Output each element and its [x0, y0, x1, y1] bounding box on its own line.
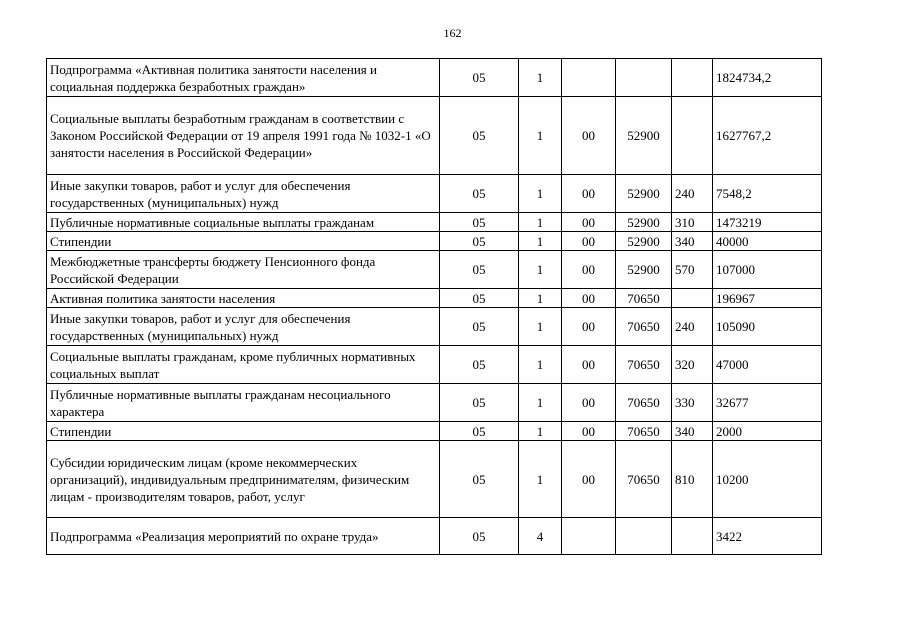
table-row [47, 308, 822, 346]
target-article-cell: 70650 [616, 441, 672, 518]
row-name-cell: Публичные нормативные социальные выплаты гражданам [47, 213, 440, 232]
expense-type-cell: 310 [672, 213, 713, 232]
target-article-cell: 70650 [616, 346, 672, 384]
subsection-code-cell: 1 [519, 232, 562, 251]
target-article-cell: 70650 [616, 289, 672, 308]
subsection-code-cell: 1 [519, 346, 562, 384]
table-row [47, 518, 822, 555]
row-name-cell: Социальные выплаты безработным гражданам в соответствии с Законом Российской Федерации от 19 апреля 1991 года № 1032-1 «О занятости населения в Российской Федерации» [47, 97, 440, 175]
target-article-cell [616, 518, 672, 555]
target-article-cell: 70650 [616, 422, 672, 441]
expense-type-cell: 240 [672, 175, 713, 213]
subsection-code-cell: 1 [519, 59, 562, 97]
row-name-cell: Активная политика занятости населения [47, 289, 440, 308]
row-name-cell: Межбюджетные трансферты бюджету Пенсионного фонда Российской Федерации [47, 251, 440, 289]
subsection-code-cell: 1 [519, 422, 562, 441]
amount-cell: 3422 [713, 518, 822, 555]
target-code-cell: 00 [562, 97, 616, 175]
section-code-cell: 05 [440, 441, 519, 518]
row-name-cell: Публичные нормативные выплаты гражданам несоциального характера [47, 384, 440, 422]
subsection-code-cell: 1 [519, 251, 562, 289]
expense-type-cell: 570 [672, 251, 713, 289]
subsection-code-cell: 1 [519, 175, 562, 213]
target-article-cell: 70650 [616, 308, 672, 346]
section-code-cell: 05 [440, 384, 519, 422]
amount-cell: 47000 [713, 346, 822, 384]
target-article-cell: 52900 [616, 232, 672, 251]
table-row [47, 97, 822, 175]
expense-type-cell: 320 [672, 346, 713, 384]
target-code-cell: 00 [562, 422, 616, 441]
subsection-code-cell: 1 [519, 97, 562, 175]
table-row [47, 441, 822, 518]
table-row [47, 213, 822, 232]
target-code-cell [562, 59, 616, 97]
row-name-cell: Иные закупки товаров, работ и услуг для обеспечения государственных (муниципальных) нужд [47, 175, 440, 213]
amount-cell: 1473219 [713, 213, 822, 232]
table-row [47, 422, 822, 441]
row-name-cell: Стипендии [47, 232, 440, 251]
section-code-cell: 05 [440, 422, 519, 441]
target-code-cell [562, 518, 616, 555]
amount-cell: 7548,2 [713, 175, 822, 213]
section-code-cell: 05 [440, 289, 519, 308]
target-article-cell: 52900 [616, 213, 672, 232]
target-code-cell: 00 [562, 308, 616, 346]
row-name-cell: Подпрограмма «Реализация мероприятий по охране труда» [47, 518, 440, 555]
expense-type-cell [672, 518, 713, 555]
expense-type-cell [672, 97, 713, 175]
subsection-code-cell: 1 [519, 441, 562, 518]
amount-cell: 10200 [713, 441, 822, 518]
row-name-cell: Субсидии юридическим лицам (кроме некоммерческих организаций), индивидуальным предпринимателям, физическим лицам - производителям товаров, работ, услуг [47, 441, 440, 518]
target-code-cell: 00 [562, 175, 616, 213]
expense-type-cell [672, 59, 713, 97]
subsection-code-cell: 4 [519, 518, 562, 555]
table-row [47, 175, 822, 213]
expense-type-cell: 340 [672, 232, 713, 251]
subsection-code-cell: 1 [519, 213, 562, 232]
expense-type-cell: 240 [672, 308, 713, 346]
amount-cell: 32677 [713, 384, 822, 422]
table-row [47, 346, 822, 384]
target-code-cell: 00 [562, 213, 616, 232]
amount-cell: 107000 [713, 251, 822, 289]
amount-cell: 2000 [713, 422, 822, 441]
page-number: 162 [443, 26, 462, 40]
row-name-cell: Социальные выплаты гражданам, кроме публичных нормативных социальных выплат [47, 346, 440, 384]
amount-cell: 1627767,2 [713, 97, 822, 175]
row-name-cell: Подпрограмма «Активная политика занятости населения и социальная поддержка безработных граждан» [47, 59, 440, 97]
target-article-cell: 52900 [616, 97, 672, 175]
section-code-cell: 05 [440, 97, 519, 175]
section-code-cell: 05 [440, 346, 519, 384]
section-code-cell: 05 [440, 175, 519, 213]
amount-cell: 1824734,2 [713, 59, 822, 97]
expense-type-cell: 810 [672, 441, 713, 518]
section-code-cell: 05 [440, 59, 519, 97]
table-row [47, 232, 822, 251]
row-name-cell: Стипендии [47, 422, 440, 441]
amount-cell: 196967 [713, 289, 822, 308]
table-row [47, 251, 822, 289]
target-code-cell: 00 [562, 232, 616, 251]
target-code-cell: 00 [562, 251, 616, 289]
expense-type-cell: 340 [672, 422, 713, 441]
target-article-cell: 52900 [616, 251, 672, 289]
target-code-cell: 00 [562, 346, 616, 384]
amount-cell: 40000 [713, 232, 822, 251]
row-name-cell: Иные закупки товаров, работ и услуг для обеспечения государственных (муниципальных) нужд [47, 308, 440, 346]
expense-type-cell: 330 [672, 384, 713, 422]
table-row [47, 384, 822, 422]
section-code-cell: 05 [440, 308, 519, 346]
section-code-cell: 05 [440, 232, 519, 251]
target-article-cell: 70650 [616, 384, 672, 422]
table-row [47, 289, 822, 308]
subsection-code-cell: 1 [519, 289, 562, 308]
amount-cell: 105090 [713, 308, 822, 346]
expense-type-cell [672, 289, 713, 308]
section-code-cell: 05 [440, 213, 519, 232]
budget-table [46, 58, 822, 555]
subsection-code-cell: 1 [519, 384, 562, 422]
table-row [47, 59, 822, 97]
section-code-cell: 05 [440, 518, 519, 555]
subsection-code-cell: 1 [519, 308, 562, 346]
target-article-cell: 52900 [616, 175, 672, 213]
section-code-cell: 05 [440, 251, 519, 289]
target-article-cell [616, 59, 672, 97]
target-code-cell: 00 [562, 289, 616, 308]
target-code-cell: 00 [562, 384, 616, 422]
target-code-cell: 00 [562, 441, 616, 518]
